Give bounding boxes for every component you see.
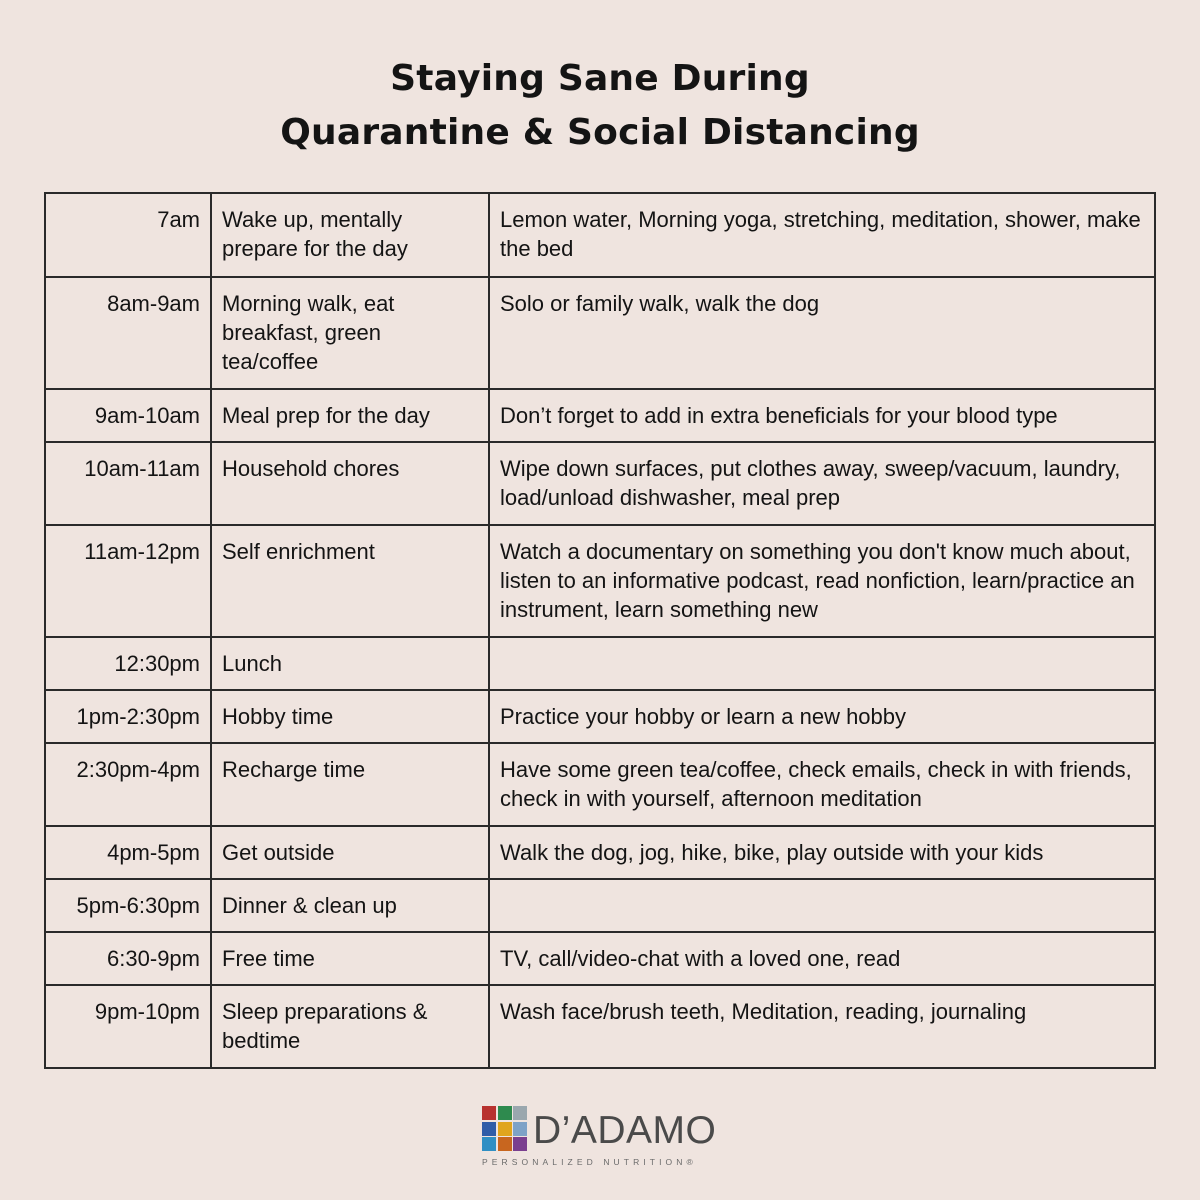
time-cell: [45, 525, 211, 637]
activity-cell-text: Lunch: [222, 651, 282, 676]
notes-cell: [489, 690, 1155, 743]
activity-cell-text: Hobby time: [222, 704, 334, 729]
time-cell: [45, 826, 211, 879]
activity-cell: [211, 879, 489, 932]
time-cell: [45, 743, 211, 826]
time-cell-text: 5pm-6:30pm: [76, 893, 200, 918]
time-cell: [45, 193, 211, 277]
time-cell-text: 1pm-2:30pm: [76, 704, 200, 729]
schedule-body: [45, 193, 1155, 1068]
notes-cell: [489, 826, 1155, 879]
time-cell: [45, 985, 211, 1068]
time-cell: [45, 932, 211, 985]
activity-cell: [211, 277, 489, 389]
activity-cell-text: Self enrichment: [222, 539, 375, 564]
time-cell: [45, 442, 211, 525]
activity-cell: [211, 743, 489, 826]
logo-square: [498, 1106, 512, 1120]
schedule-row: [45, 826, 1155, 879]
logo-square: [513, 1122, 527, 1136]
activity-cell: [211, 985, 489, 1068]
notes-cell: [489, 442, 1155, 525]
activity-cell: [211, 690, 489, 743]
notes-cell-text: Lemon water, Morning yoga, stretching, meditation, shower, make the bed: [500, 207, 1141, 261]
logo-color-grid-icon: [482, 1106, 527, 1151]
activity-cell-text: Morning walk, eat breakfast, green tea/coffee: [222, 291, 395, 374]
activity-cell-text: Get outside: [222, 840, 335, 865]
notes-cell-text: Practice your hobby or learn a new hobby: [500, 704, 907, 729]
notes-cell-text: TV, call/video-chat with a loved one, read: [500, 946, 901, 971]
schedule-row: [45, 442, 1155, 525]
notes-cell: [489, 743, 1155, 826]
logo-wordmark: D’ADAMO: [533, 1109, 717, 1152]
title-line-2: Quarantine & Social Distancing: [280, 112, 920, 153]
activity-cell-text: Sleep preparations & bedtime: [222, 999, 428, 1053]
activity-cell-text: Free time: [222, 946, 315, 971]
time-cell-text: 4pm-5pm: [107, 840, 200, 865]
notes-cell: [489, 525, 1155, 637]
notes-cell-text: [500, 638, 1144, 649]
time-cell-text: 8am-9am: [107, 291, 200, 316]
activity-cell-text: Household chores: [222, 456, 400, 481]
activity-cell: [211, 389, 489, 442]
schedule-row: [45, 932, 1155, 985]
logo-square: [498, 1122, 512, 1136]
notes-cell-text: Solo or family walk, walk the dog: [500, 291, 820, 316]
logo-square: [482, 1106, 496, 1120]
time-cell: [45, 690, 211, 743]
logo-tagline: PERSONALIZED NUTRITION®: [482, 1157, 697, 1167]
time-cell-text: 6:30-9pm: [107, 946, 200, 971]
schedule-row: [45, 525, 1155, 637]
schedule-row: [45, 277, 1155, 389]
notes-cell: [489, 193, 1155, 277]
schedule-row: [45, 985, 1155, 1068]
logo-square: [513, 1137, 527, 1151]
activity-cell-text: Wake up, mentally prepare for the day: [222, 207, 408, 261]
notes-cell-text: Wipe down surfaces, put clothes away, sweep/vacuum, laundry, load/unload dishwasher, meal prep: [500, 456, 1121, 510]
time-cell: [45, 389, 211, 442]
notes-cell-text: Have some green tea/coffee, check emails, check in with friends, check in with yourself, afternoon meditation: [500, 757, 1132, 811]
time-cell: [45, 637, 211, 690]
notes-cell: [489, 879, 1155, 932]
time-cell: [45, 879, 211, 932]
activity-cell-text: Dinner & clean up: [222, 893, 397, 918]
notes-cell: [489, 637, 1155, 690]
time-cell: [45, 277, 211, 389]
notes-cell-text: [500, 880, 1144, 891]
notes-cell-text: Walk the dog, jog, hike, bike, play outside with your kids: [500, 840, 1044, 865]
activity-cell: [211, 826, 489, 879]
time-cell-text: 9pm-10pm: [94, 999, 200, 1024]
schedule-row: [45, 743, 1155, 826]
notes-cell: [489, 277, 1155, 389]
logo-square: [498, 1137, 512, 1151]
schedule-row: [45, 690, 1155, 743]
notes-cell-text: Don’t forget to add in extra beneficials for your blood type: [500, 403, 1058, 428]
time-cell-text: 9am-10am: [94, 403, 200, 428]
page-title: [0, 52, 1200, 160]
activity-cell-text: Recharge time: [222, 757, 366, 782]
activity-cell: [211, 193, 489, 277]
time-cell-text: 11am-12pm: [84, 539, 200, 564]
schedule-row: [45, 637, 1155, 690]
activity-cell-text: Meal prep for the day: [222, 403, 430, 428]
activity-cell: [211, 525, 489, 637]
time-cell-text: 7am: [157, 207, 200, 232]
schedule-row: [45, 389, 1155, 442]
time-cell-text: 2:30pm-4pm: [76, 757, 200, 782]
schedule-row: [45, 879, 1155, 932]
activity-cell: [211, 932, 489, 985]
time-cell-text: 12:30pm: [114, 651, 200, 676]
notes-cell: [489, 389, 1155, 442]
schedule-row: [45, 193, 1155, 277]
time-cell-text: 10am-11am: [84, 456, 200, 481]
notes-cell-text: Wash face/brush teeth, Meditation, reading, journaling: [500, 999, 1027, 1024]
dadamo-logo: [482, 1106, 722, 1168]
schedule-table: [44, 192, 1156, 1069]
notes-cell: [489, 932, 1155, 985]
logo-square: [513, 1106, 527, 1120]
title-line-1: Staying Sane During: [390, 58, 810, 99]
logo-square: [482, 1122, 496, 1136]
activity-cell: [211, 637, 489, 690]
notes-cell: [489, 985, 1155, 1068]
logo-square: [482, 1137, 496, 1151]
activity-cell: [211, 442, 489, 525]
notes-cell-text: Watch a documentary on something you don't know much about, listen to an informative podcast, read nonfiction, learn/practice an instrument, learn something new: [500, 539, 1135, 622]
